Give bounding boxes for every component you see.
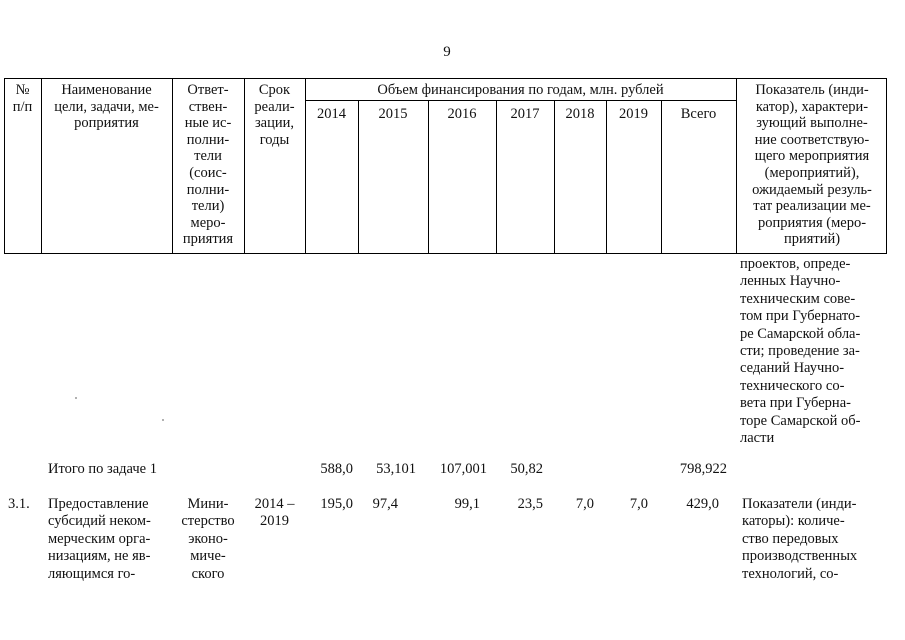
header-col-responsible: Ответ- ствен- ные ис- полни- тели (соис- полни- тели) меро- приятия bbox=[182, 82, 234, 248]
header-col-name: Наименование цели, задачи, ме- роприятия bbox=[54, 82, 159, 132]
row-indicator: Показатели (инди- каторы): количе- ство передовых производственных технологий, со- bbox=[742, 496, 858, 582]
scan-speck bbox=[162, 419, 164, 421]
row-term: 2014 – 2019 bbox=[254, 496, 295, 530]
grid-header-bottom-line bbox=[4, 253, 887, 254]
row-2016: 99,1 bbox=[454, 496, 480, 512]
header-col-number: № п/п bbox=[12, 82, 33, 115]
row-2019: 7,0 bbox=[629, 496, 648, 512]
row-responsible: Мини- стерство эконо- миче- ского bbox=[181, 496, 235, 582]
header-year-2014: 2014 bbox=[317, 106, 346, 122]
scan-speck bbox=[75, 397, 77, 399]
row-total: 429,0 bbox=[686, 496, 719, 512]
page-number: 9 bbox=[443, 44, 451, 60]
grid-top-line bbox=[4, 78, 887, 79]
header-year-2018: 2018 bbox=[565, 106, 595, 122]
row-2018: 7,0 bbox=[575, 496, 594, 512]
header-col-funding: Объем финансирования по годам, млн. рублей bbox=[377, 82, 664, 98]
total-row-label: Итого по задаче 1 bbox=[48, 461, 157, 477]
row-2015: 97,4 bbox=[372, 496, 398, 512]
row-2017: 23,5 bbox=[517, 496, 543, 512]
total-sum: 798,922 bbox=[679, 461, 727, 477]
total-2014: 588,0 bbox=[320, 461, 353, 477]
row-name: Предоставление субсидий неком- мерческим орга- низациям, не яв- ляющимся го- bbox=[48, 496, 151, 582]
total-2015: 53,101 bbox=[376, 461, 416, 477]
continued-indicator-text: проектов, опреде- ленных Научно- техническим сове- том при Губернато- ре Самарской обла- сти; проведение за- седаний Научно- технического со- вета при Губерна- торе Самарской об- ласти bbox=[740, 256, 861, 447]
grid-vline bbox=[736, 78, 737, 253]
header-col-indicator: Показатель (инди- катор), характери- зующий выполне- ние соответствую- щего мероприятия (мероприятий), ожидаемый резуль- тат реализации ме- роприятия (меро- приятий) bbox=[752, 82, 872, 248]
header-col-term: Срок реали- зации, годы bbox=[254, 82, 295, 148]
grid-years-line bbox=[305, 100, 736, 101]
header-year-2015: 2015 bbox=[378, 106, 408, 122]
row-number: 3.1. bbox=[8, 496, 30, 512]
grid-vline bbox=[886, 78, 887, 253]
header-year-2017: 2017 bbox=[510, 106, 540, 122]
header-year-total: Всего bbox=[680, 106, 717, 122]
total-2017: 50,82 bbox=[510, 461, 543, 477]
header-year-2016: 2016 bbox=[447, 106, 477, 122]
total-2016: 107,001 bbox=[439, 461, 487, 477]
grid-vline bbox=[305, 78, 306, 253]
row-2014: 195,0 bbox=[320, 496, 353, 512]
header-year-2019: 2019 bbox=[619, 106, 648, 122]
